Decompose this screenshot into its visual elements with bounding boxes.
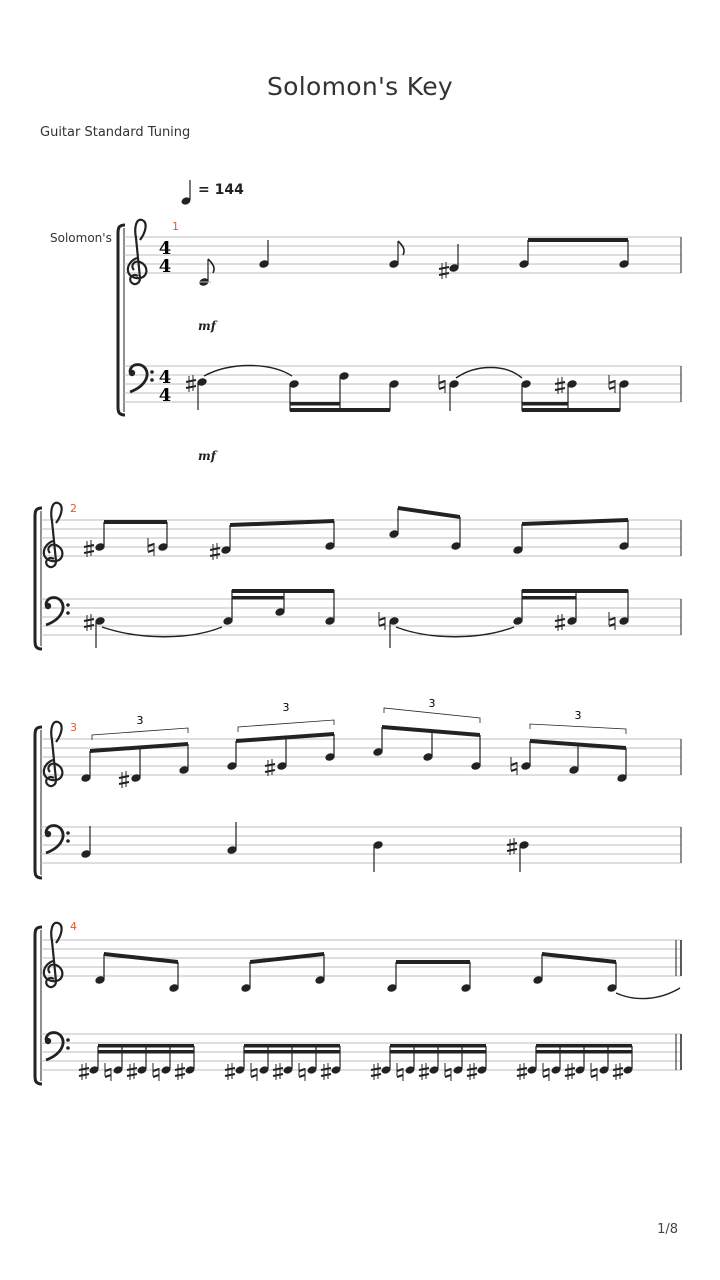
bass-clef-icon	[45, 598, 70, 625]
system-4	[35, 920, 681, 1084]
page-number: 1/8	[657, 1222, 678, 1237]
dynamics-mark-bass: mf	[198, 449, 216, 463]
notes-bass-m3	[80, 822, 529, 872]
notes-bass-m4	[79, 1044, 633, 1081]
dynamics-mark: mf	[198, 319, 216, 333]
notes-bass-m2	[84, 589, 630, 648]
measure-number-3: 3	[70, 721, 77, 734]
bass-clef-icon	[45, 826, 70, 853]
system-2	[35, 502, 681, 649]
tuplet-label-2: 3	[282, 701, 290, 714]
treble-clef-icon	[44, 923, 63, 987]
bass-clef-icon	[45, 1033, 70, 1060]
treble-clef-icon	[44, 503, 63, 567]
tuplet-label-3: 3	[428, 697, 436, 710]
notes-treble-m4	[94, 952, 680, 999]
tempo-marking	[181, 180, 245, 206]
instrument-name: Solomon's	[50, 231, 112, 245]
system-1	[50, 220, 681, 463]
time-sig-bottom-bass: 4	[158, 385, 172, 406]
measure-number-2: 2	[70, 502, 77, 515]
tuplet-label-1: 3	[136, 714, 144, 727]
notes-treble-m2	[84, 506, 630, 560]
tuplet-label-4: 3	[574, 709, 582, 722]
measure-number-1: 1	[172, 220, 179, 233]
treble-clef-icon	[44, 722, 63, 786]
time-sig-top-bass: 4	[158, 367, 172, 388]
tuning-label: Guitar Standard Tuning	[40, 125, 191, 140]
notes-treble-m1	[198, 238, 629, 287]
time-sig-bottom: 4	[158, 256, 172, 277]
system-3	[35, 697, 681, 878]
treble-clef-icon	[128, 220, 147, 284]
tempo-value: = 144	[198, 182, 244, 198]
bass-clef-icon	[129, 365, 154, 392]
time-sig-top: 4	[158, 238, 172, 259]
notes-bass-m1	[186, 366, 630, 413]
measure-number-4: 4	[70, 920, 77, 933]
score-title: Solomon's Key	[267, 72, 453, 101]
